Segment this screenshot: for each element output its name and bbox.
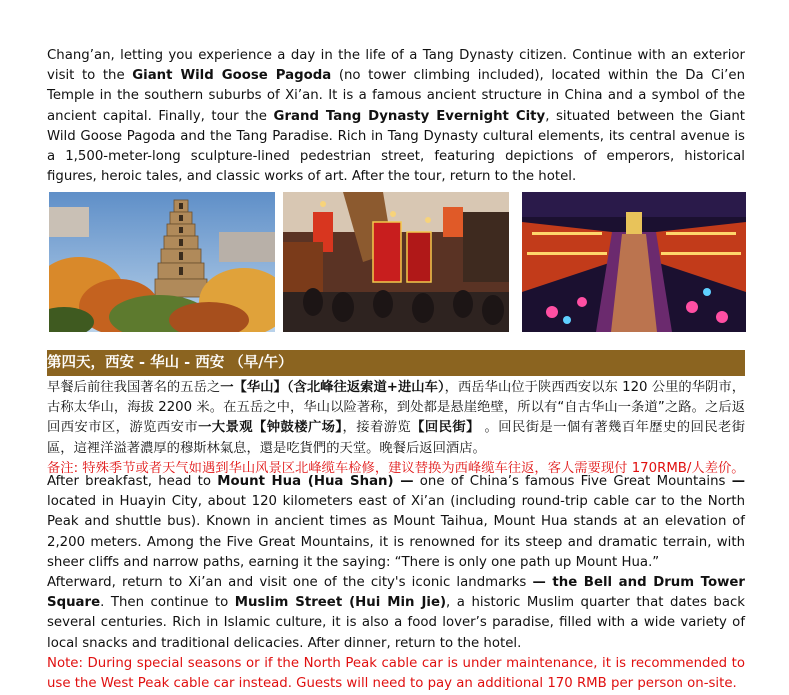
cn-text-3: ，接着游览 [342, 420, 412, 436]
day4-heading: 第四天，西安 - 华山 - 西安 （早/午） [47, 350, 745, 376]
cn-text-1: 早餐后前往我国著名的五岳之 [47, 380, 221, 395]
en-bold-dash: — [731, 474, 745, 489]
day4-english-description [47, 472, 745, 694]
cn-note: 备注: 特殊季节或者天气如遇到华山风景区北峰缆车检修，建议替换为西峰缆车往返，客人需要现付 170RMB/人差价。 [47, 460, 745, 476]
en-paragraph-2 [47, 573, 745, 654]
day4-chinese-description [47, 378, 745, 479]
cn-text-2: ，西岳华山位于陕西西安以东 120 公里的华阴市，古称太华山，海拔 2200 米。在五岳之中，华山以险著称，到处都是悬崖绝壁，所以有“自古华山一条道”之路。之后返回西安市区，游览西安市 [47, 380, 746, 436]
giant-wild-goose-pagoda-photo [49, 192, 275, 332]
day3-description [47, 46, 745, 187]
photo-strip [49, 192, 746, 332]
en-text-5: . Then continue to [100, 595, 235, 611]
en-bold-bell-drum: — the Bell and Drum Tower Square [47, 575, 745, 611]
intro-text-1: Chang’an, letting you experience a day in the life of a Tang Dynasty citizen. Continue with an exterior visit to the [47, 48, 745, 84]
cn-bold-muslim-street: 【回民街】 [411, 420, 480, 436]
muslim-street-photo [283, 192, 509, 332]
intro-text-3: , situated between the Giant Wild Goose Pagoda and the Tang Paradise. Rich in Tang Dynasty cultural elements, its central avenue is a 1,500-meter-long sculpture-lined pedestrian street, featuring depictions of emperors, historical figures, heroic tales, and classic works of art. After the tour, return to the hotel. [47, 108, 745, 185]
en-text-4: Afterward, return to Xi’an and visit one of the city's iconic landmarks [47, 575, 533, 591]
cn-text-4: 。回民街是一個有著幾百年歷史的回民老街區，這裡洋溢著濃厚的穆斯林氣息，還是吃貨們的天堂。晚餐后返回酒店。 [47, 420, 746, 456]
intro-bold-pagoda: Giant Wild Goose Pagoda [132, 68, 332, 84]
en-paragraph-1 [47, 472, 745, 573]
en-text-2: one of China’s famous Five Great Mountains [413, 474, 732, 489]
cn-bold-bell-drum: 一大景观【钟鼓楼广场】 [198, 420, 343, 436]
en-note: Note: During special seasons or if the North Peak cable car is under maintenance, it is recommended to use the West Peak cable car instead. Guests will need to pay an additional 170 RMB per person on-site. [47, 655, 745, 692]
en-text-6: , a historic Muslim quarter that dates back several centuries. Rich in Islamic culture, it is also a food lover’s paradise, filled with a wide variety of local snacks and traditional delicacies. After dinner, return to the hotel. [47, 595, 745, 651]
intro-text-2: (no tower climbing included), located within the Da Ci’en Temple in the southern suburbs of Xi’an. It is a famous ancient structure in China and a symbol of the ancient capital. Finally, tour the [47, 68, 745, 124]
evernight-city-photo [522, 192, 746, 332]
en-bold-mount-hua: Mount Hua (Hua Shan) — [217, 474, 414, 489]
en-text-3: located in Huayin City, about 120 kilometers east of Xi’an (including round-trip cable car to the North Peak and shuttle bus). Known in ancient times as Mount Taihua, Mount Hua stands at an elevation of 2,200 meters. Among the Five Great Mountains, it is renowned for its steep and dramatic terrain, with sheer cliffs and narrow paths, earning it the saying: “There is only one path up Mount Hua.” [47, 494, 745, 570]
cn-bold-huashan: 一【华山】（含北峰往返索道+进山车） [220, 380, 445, 395]
intro-bold-evernight-city: Grand Tang Dynasty Evernight City [273, 108, 546, 124]
en-text-1: After breakfast, head to [47, 474, 218, 489]
en-bold-muslim-street: Muslim Street (Hui Min Jie) [234, 595, 447, 611]
